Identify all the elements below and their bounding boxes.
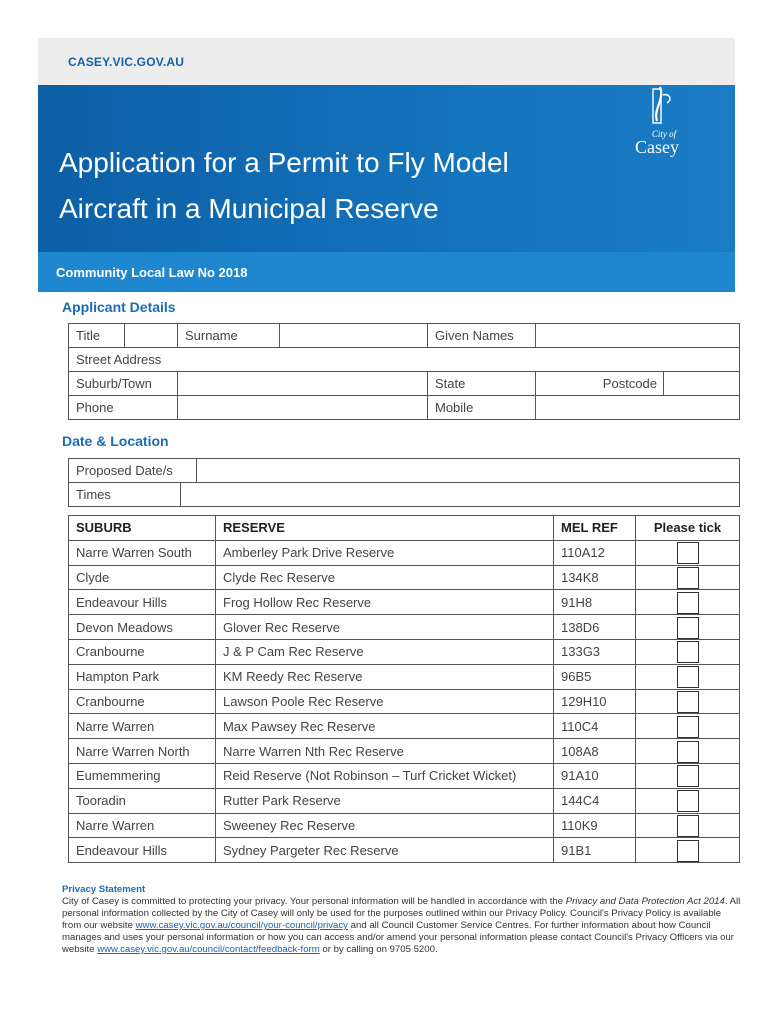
casey-emblem-icon [633,85,713,135]
times-field[interactable] [181,483,740,507]
state-label: State [428,372,536,396]
tick-cell [636,813,740,838]
reserve-cell: Sydney Pargeter Rec Reserve [216,838,554,863]
reserve-cell: Narre Warren Nth Rec Reserve [216,739,554,764]
table-row [69,639,740,664]
table-row [69,540,740,565]
mel-ref-cell: 91B1 [554,838,636,863]
tick-cell [636,639,740,664]
suburb-cell: Cranbourne [69,689,216,714]
privacy-text-1: City of Casey is committed to protecting your privacy. Your personal information will be handled in accordance with the [62,896,566,907]
street-address-label: Street Address [76,352,162,367]
suburb-cell: Cranbourne [69,639,216,664]
postcode-label: Postcode [602,376,657,391]
tick-cell [636,540,740,565]
table-row [69,396,740,420]
table-row [69,459,740,483]
privacy-text-4: or by calling on 9705 5200. [319,944,438,955]
table-row [69,324,740,348]
privacy-text-3: and all Council Customer Service Centres. For further information about how Council manages and uses your personal information or how you can access and/or amend your personal information please contact Council's Privacy Officers via our website [62,920,734,955]
suburb-cell: Clyde [69,565,216,590]
tick-cell [636,838,740,863]
tick-checkbox[interactable] [677,592,699,614]
mel-ref-header: MEL REF [554,516,636,541]
tick-checkbox[interactable] [677,765,699,787]
tick-cell [636,763,740,788]
table-row [69,689,740,714]
suburb-field[interactable] [178,372,428,396]
suburb-cell: Devon Meadows [69,615,216,640]
table-row [69,590,740,615]
top-strip [38,38,735,85]
tick-checkbox[interactable] [677,716,699,738]
tick-cell [636,590,740,615]
mobile-label: Mobile [428,396,536,420]
tick-checkbox[interactable] [677,790,699,812]
reserves-table [68,515,740,863]
table-row [69,372,740,396]
mel-ref-cell: 108A8 [554,739,636,764]
page-title [59,140,599,232]
suburb-cell: Endeavour Hills [69,590,216,615]
suburb-header: SUBURB [69,516,216,541]
sub-banner [38,252,735,292]
table-row [69,714,740,739]
suburb-cell: Narre Warren South [69,540,216,565]
privacy-heading: Privacy Statement [62,884,146,895]
reserve-cell: Rutter Park Reserve [216,788,554,813]
date-location-heading: Date & Location [62,433,169,449]
mel-ref-cell: 133G3 [554,639,636,664]
tick-checkbox[interactable] [677,641,699,663]
page-title-line-2: Aircraft in a Municipal Reserve [59,193,439,224]
title-field[interactable] [125,324,178,348]
table-row [69,788,740,813]
mel-ref-cell: 91A10 [554,763,636,788]
table-row [69,813,740,838]
suburb-cell: Narre Warren [69,813,216,838]
postcode-field[interactable] [664,372,740,396]
table-row [69,664,740,689]
title-banner [38,85,735,252]
tick-cell [636,689,740,714]
table-row [69,739,740,764]
tick-cell [636,788,740,813]
mel-ref-cell: 110C4 [554,714,636,739]
times-label: Times [69,483,181,507]
date-location-table [68,458,740,507]
tick-cell [636,714,740,739]
reserve-cell: Clyde Rec Reserve [216,565,554,590]
suburb-cell: Narre Warren North [69,739,216,764]
tick-checkbox[interactable] [677,567,699,589]
tick-checkbox[interactable] [677,840,699,862]
reserve-cell: Max Pawsey Rec Reserve [216,714,554,739]
mel-ref-cell: 144C4 [554,788,636,813]
surname-field[interactable] [280,324,428,348]
tick-cell [636,739,740,764]
mel-ref-cell: 129H10 [554,689,636,714]
suburb-label: Suburb/Town [69,372,178,396]
tick-cell [636,664,740,689]
tick-cell [636,615,740,640]
mel-ref-cell: 138D6 [554,615,636,640]
suburb-cell: Eumemmering [69,763,216,788]
mel-ref-cell: 96B5 [554,664,636,689]
logo-casey: Casey [635,137,679,157]
tick-checkbox[interactable] [677,666,699,688]
logo-city-of: City of [651,129,677,139]
suburb-cell: Hampton Park [69,664,216,689]
tick-checkbox[interactable] [677,617,699,639]
reserve-cell: Amberley Park Drive Reserve [216,540,554,565]
given-names-field[interactable] [536,324,740,348]
phone-label: Phone [69,396,178,420]
mel-ref-cell: 134K8 [554,565,636,590]
local-law-label: Community Local Law No 2018 [56,265,248,280]
table-row [69,565,740,590]
privacy-policy-link[interactable]: www.casey.vic.gov.au/council/your-council/privacy [135,920,348,931]
given-names-label: Given Names [428,324,536,348]
title-label: Title [69,324,125,348]
tick-checkbox[interactable] [677,815,699,837]
reserve-cell: Glover Rec Reserve [216,615,554,640]
suburb-cell: Endeavour Hills [69,838,216,863]
applicant-details-table [68,323,740,420]
reserve-cell: Lawson Poole Rec Reserve [216,689,554,714]
proposed-dates-label: Proposed Date/s [69,459,197,483]
mel-ref-cell: 91H8 [554,590,636,615]
reserve-cell: Reid Reserve (Not Robinson – Turf Cricket Wicket) [216,763,554,788]
street-address-field[interactable] [69,348,740,372]
city-of-casey-logo [633,85,713,165]
feedback-form-link[interactable]: www.casey.vic.gov.au/council/contact/feedback-form [97,944,320,955]
proposed-dates-field[interactable] [197,459,740,483]
table-row [69,763,740,788]
table-row [69,838,740,863]
privacy-text-2: . All personal information collected by the City of Casey will only be used for the purposes outlined within our Privacy Policy. Council's Privacy Policy is available from our website [62,896,741,931]
phone-field[interactable] [178,396,428,420]
mobile-field[interactable] [536,396,740,420]
table-row [69,348,740,372]
mel-ref-cell: 110A12 [554,540,636,565]
reserve-cell: Frog Hollow Rec Reserve [216,590,554,615]
reserve-cell: KM Reedy Rec Reserve [216,664,554,689]
suburb-cell: Tooradin [69,788,216,813]
surname-label: Surname [178,324,280,348]
privacy-statement [62,884,742,956]
reserve-cell: Sweeney Rec Reserve [216,813,554,838]
tick-checkbox[interactable] [677,741,699,763]
reserve-cell: J & P Cam Rec Reserve [216,639,554,664]
state-field[interactable] [536,372,664,396]
suburb-cell: Narre Warren [69,714,216,739]
reserve-header: RESERVE [216,516,554,541]
tick-checkbox[interactable] [677,691,699,713]
privacy-act-name: Privacy and Data Protection Act 2014 [565,896,725,907]
tick-checkbox[interactable] [677,542,699,564]
table-row [69,615,740,640]
table-header-row [69,516,740,541]
applicant-details-heading: Applicant Details [62,299,176,315]
mel-ref-cell: 110K9 [554,813,636,838]
website-url[interactable]: CASEY.VIC.GOV.AU [68,55,185,69]
table-row [69,483,740,507]
tick-cell [636,565,740,590]
page-title-line-1: Application for a Permit to Fly Model [59,147,509,178]
please-tick-header: Please tick [636,516,740,541]
